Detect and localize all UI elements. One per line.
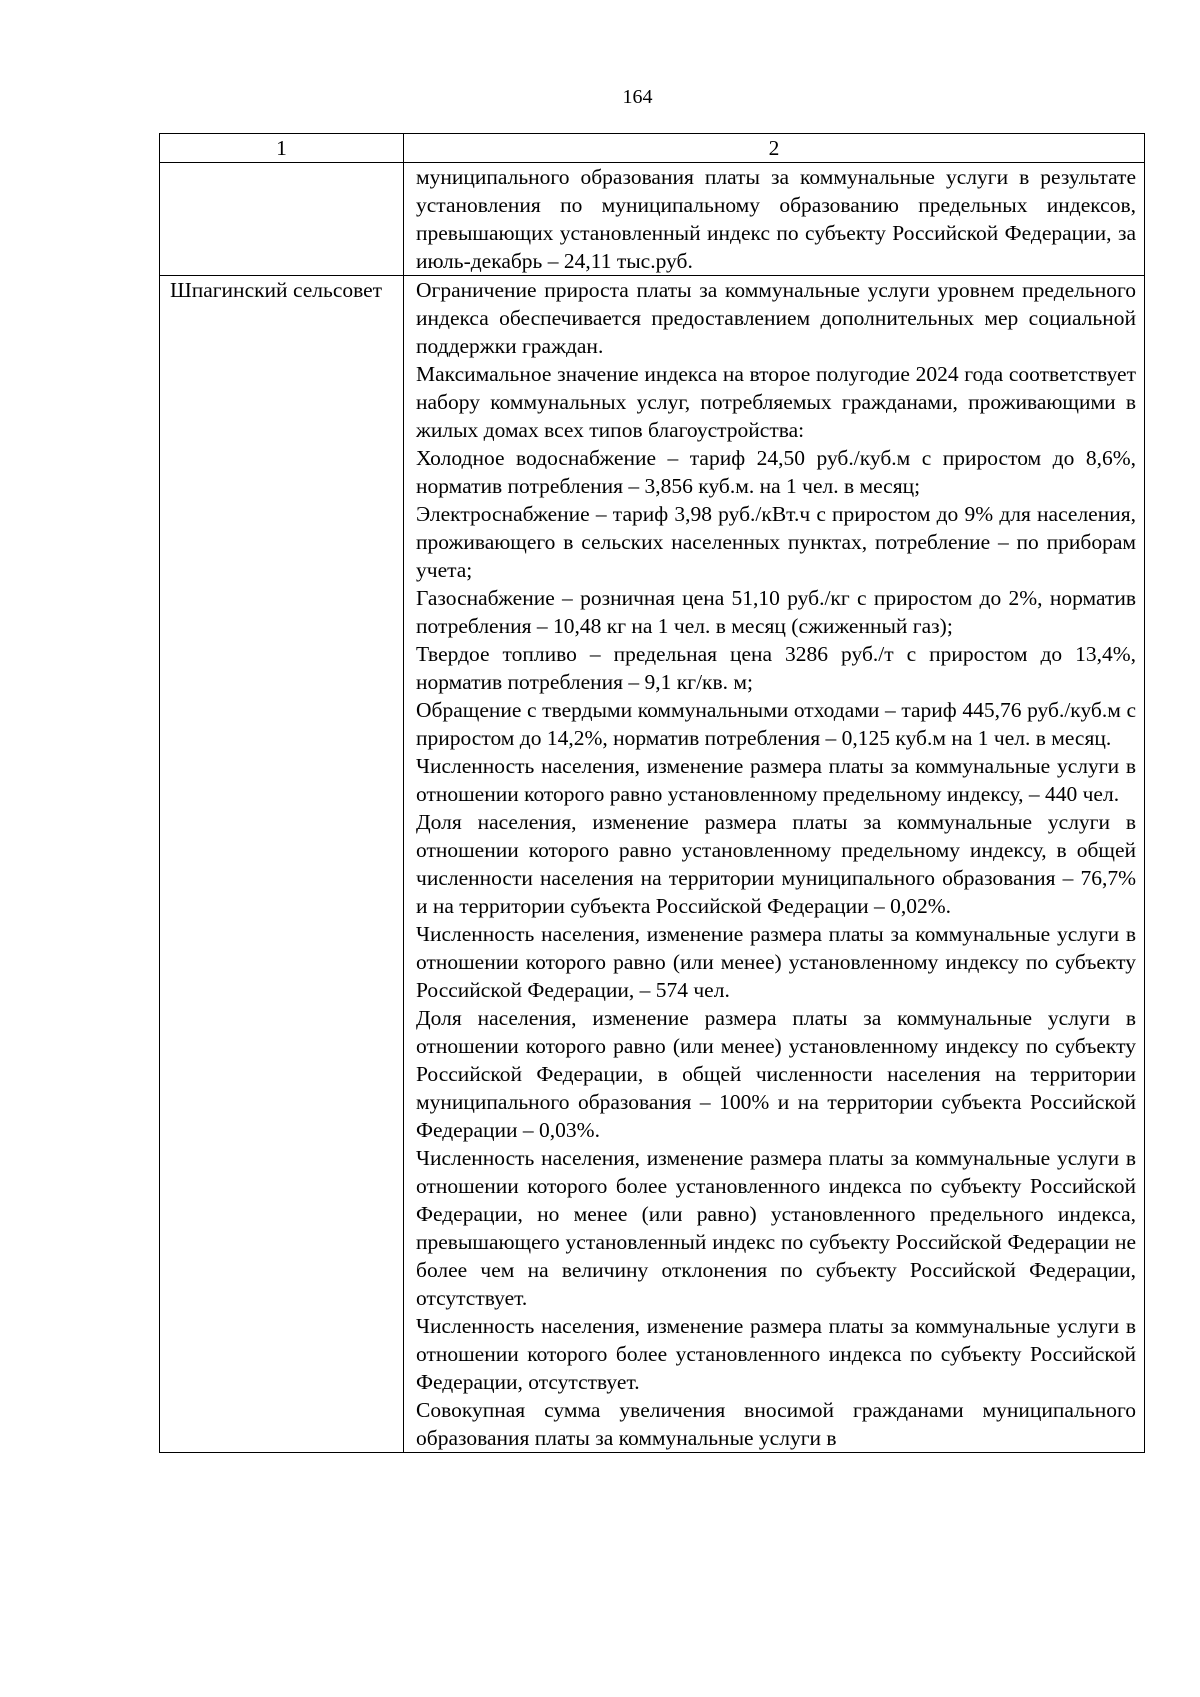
- table-row-continuation: [160, 163, 1145, 276]
- paragraph: Совокупная сумма увеличения вносимой гражданами муниципального образования платы за коммунальные услуги в: [416, 1398, 1136, 1450]
- paragraph: Холодное водоснабжение – тариф 24,50 руб./куб.м с приростом до 8,6%, норматив потребления – 3,856 куб.м. на 1 чел. в месяц;: [416, 446, 1136, 498]
- paragraph: Ограничение прироста платы за коммунальные услуги уровнем предельного индекса обеспечивается предоставлением дополнительных мер социальной поддержки граждан.: [416, 278, 1136, 358]
- table-row: [160, 276, 1145, 1453]
- paragraph: Численность населения, изменение размера платы за коммунальные услуги в отношении которого равно установленному предельному индексу, – 440 чел.: [416, 754, 1136, 806]
- paragraph: Численность населения, изменение размера платы за коммунальные услуги в отношении которого равно (или менее) установленному индексу по субъекту Российской Федерации, – 574 чел.: [416, 922, 1136, 1002]
- continuation-paragraph: муниципального образования платы за коммунальные услуги в результате установления по муниципальному образованию предельных индексов, превышающих установленный индекс по субъекту Российской Федерации, за июль-декабрь – 24,11 тыс.руб.: [416, 165, 1136, 273]
- paragraph: Максимальное значение индекса на второе полугодие 2024 года соответствует набору коммунальных услуг, потребляемых гражданами, проживающими в жилых домах всех типов благоустройства:: [416, 362, 1136, 442]
- column-header-2: 2: [404, 134, 1145, 163]
- page-number: 164: [622, 86, 653, 108]
- paragraph: Численность населения, изменение размера платы за коммунальные услуги в отношении которого более установленного индекса по субъекту Российской Федерации, отсутствует.: [416, 1314, 1136, 1394]
- paragraph: Обращение с твердыми коммунальными отходами – тариф 445,76 руб./куб.м с приростом до 14,2%, норматив потребления – 0,125 куб.м на 1 чел. в месяц.: [416, 698, 1136, 750]
- paragraph: Численность населения, изменение размера платы за коммунальные услуги в отношении которого более установленного индекса по субъекту Российской Федерации, но менее (или равно) установленного предельного индекса, превышающего установленный индекс по субъекту Российской Федерации не более чем на величину отклонения по субъекту Российской Федерации, отсутствует.: [416, 1146, 1136, 1310]
- paragraph: Твердое топливо – предельная цена 3286 руб./т с приростом до 13,4%, норматив потребления – 9,1 кг/кв. м;: [416, 642, 1136, 694]
- paragraph: Доля населения, изменение размера платы за коммунальные услуги в отношении которого равно установленному предельному индексу, в общей численности населения на территории муниципального образования – 76,7% и на территории субъекта Российской Федерации – 0,02%.: [416, 810, 1136, 918]
- paragraph: Газоснабжение – розничная цена 51,10 руб./кг с приростом до 2%, норматив потребления – 10,48 кг на 1 чел. в месяц (сжиженный газ);: [416, 586, 1136, 638]
- data-table: [159, 133, 1145, 1453]
- municipality-name: Шпагинский сельсовет: [160, 276, 404, 1453]
- paragraph: Электроснабжение – тариф 3,98 руб./кВт.ч с приростом до 9% для населения, проживающего в сельских населенных пунктах, потребление – по приборам учета;: [416, 502, 1136, 582]
- description-cell: [404, 163, 1145, 276]
- description-cell: [404, 276, 1145, 1453]
- paragraph: Доля населения, изменение размера платы за коммунальные услуги в отношении которого равно (или менее) установленному индексу по субъекту Российской Федерации, в общей численности населения на территории муниципального образования – 100% и на территории субъекта Российской Федерации – 0,03%.: [416, 1006, 1136, 1142]
- column-header-1: 1: [160, 134, 404, 163]
- table-header-row: [160, 134, 1145, 163]
- municipality-cell-empty: [160, 163, 404, 276]
